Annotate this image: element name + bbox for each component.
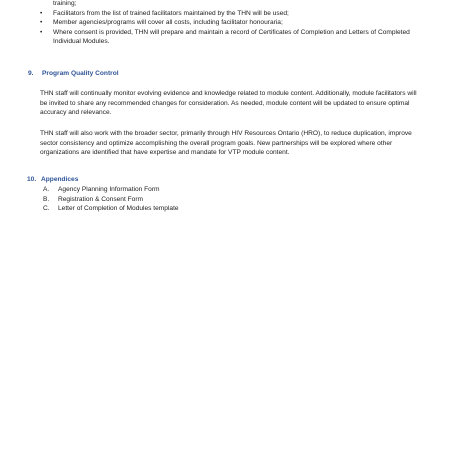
item-letter: A.	[43, 186, 50, 193]
item-letter: C.	[43, 205, 50, 213]
section-9-heading	[28, 69, 119, 78]
item-text: Agency Planning Information Form	[58, 186, 160, 193]
section-number: 9.	[28, 70, 34, 77]
item-text: Registration & Consent Form	[58, 195, 144, 203]
list-item	[40, 0, 425, 9]
list-item	[40, 185, 179, 195]
section-9-paragraph-1: THN staff will continually monitor evolving evidence and knowledge related to module content. Additionally, module facilitators will be invited to share any recommended changes for consideration. As needed, module content will be updated to ensure optimal accuracy and relevance.	[40, 90, 417, 117]
list-item	[40, 28, 425, 47]
item-text: Letter of Completion of Modules template	[58, 205, 179, 213]
bullet-text: training;	[53, 0, 77, 7]
bullet-icon: •	[40, 9, 43, 17]
bullet-icon: •	[40, 19, 43, 27]
appendix-list	[40, 185, 179, 214]
section-10-heading	[27, 175, 78, 184]
section-title: Program Quality Control	[42, 70, 119, 77]
list-item	[40, 9, 425, 19]
bullet-list	[40, 0, 425, 47]
bullet-text: Member agencies/programs will cover all costs, including facilitator honouraria;	[53, 19, 283, 27]
list-item	[40, 195, 179, 205]
bullet-text: Facilitators from the list of trained facilitators maintained by the THN will be used;	[53, 9, 289, 17]
bullet-icon: •	[40, 28, 43, 36]
section-number: 10.	[27, 176, 37, 183]
list-item	[40, 18, 425, 28]
item-letter: B.	[43, 195, 50, 203]
section-title: Appendices	[41, 176, 79, 183]
section-9-paragraph-2: THN staff will also work with the broader sector, primarily through HIV Resources Ontario (HRO), to reduce duplication, improve sector consistency and optimize accomplishing the overall program goals. New partnerships will be explored where other organizations are identified that have expertise and mandate for VTP module content.	[40, 130, 412, 157]
list-item	[40, 204, 179, 214]
bullet-text: Where consent is provided, THN will prepare and maintain a record of Certificates of Completion and Letters of Completed Individual Modules.	[53, 28, 410, 46]
